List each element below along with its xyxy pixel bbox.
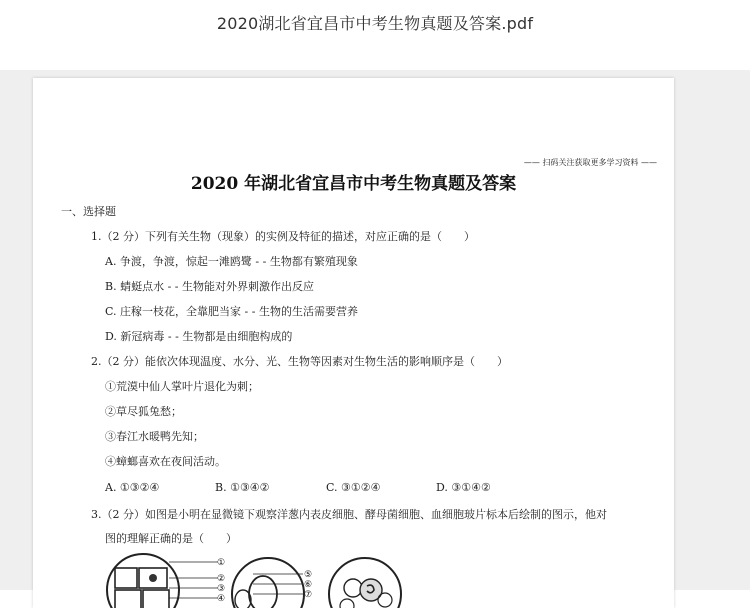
figure-label-7: ⑦ [304, 590, 313, 600]
question-1-option-b: B. 蜻蜓点水 - - 生物能对外界刺激作出反应 [105, 280, 314, 293]
document-title: 2020 年湖北省宜昌市中考生物真题及答案 [190, 174, 517, 194]
file-title: 2020湖北省宜昌市中考生物真题及答案.pdf [216, 14, 534, 33]
question-2-item-2: ②草尽狐兔愁； [105, 405, 182, 418]
question-2-stem: 2.（2 分）能依次体现温度、水分、光、生物等因素对生物生活的影响顺序是（ ） [91, 355, 508, 368]
figure-label-2: ② [217, 574, 226, 584]
figure-label-5: ⑤ [304, 570, 313, 580]
figure-label-3: ③ [217, 584, 226, 594]
question-3-stem-line-1: 3.（2 分）如图是小明在显微镜下观察洋葱内表皮细胞、酵母菌细胞、血细胞玻片标本后绘制的图示，他对 [91, 508, 607, 521]
question-2-item-3: ③春江水暖鸭先知； [105, 430, 204, 443]
question-2-item-4: ④蟑螂喜欢在夜间活动。 [105, 455, 226, 468]
title-bar [0, 0, 750, 70]
question-1-option-d: D. 新冠病毒 - - 生物都是由细胞构成的 [105, 330, 293, 343]
section-heading: 一、选择题 [61, 205, 116, 218]
onion-cell-drawing [107, 554, 179, 608]
question-1-stem: 1.（2 分）下列有关生物（现象）的实例及特征的描述，对应正确的是（ ） [91, 230, 475, 243]
question-3-stem-line-2: 图的理解正确的是（ ） [105, 532, 237, 545]
figure-label-4: ④ [217, 594, 226, 604]
figure-leader-lines [169, 562, 303, 598]
question-2-option-a: A. ①③②④ [105, 481, 160, 494]
cell-diagram-figure [103, 550, 403, 608]
question-2-options [33, 481, 674, 497]
question-2-option-d: D. ③①④② [436, 481, 491, 494]
question-2-option-c: C. ③①②④ [326, 481, 381, 494]
document-viewer[interactable] [0, 70, 750, 604]
question-2-option-b: B. ①③④② [215, 481, 270, 494]
question-1-option-a: A. 争渡，争渡，惊起一滩鸥鹭 - - 生物都有繁殖现象 [105, 255, 358, 268]
blood-cell-drawing [329, 558, 401, 608]
pdf-page [33, 78, 674, 608]
figure-label-1: ① [217, 558, 226, 568]
yeast-cell-drawing [232, 558, 304, 608]
question-1-option-c: C. 庄稼一枝花，全靠肥当家 - - 生物的生活需要营养 [105, 305, 358, 318]
promo-banner: —— 扫码关注获取更多学习资料 —— [523, 158, 657, 167]
question-2-item-1: ①荒漠中仙人掌叶片退化为刺； [105, 380, 259, 393]
figure-label-6: ⑥ [304, 580, 313, 590]
